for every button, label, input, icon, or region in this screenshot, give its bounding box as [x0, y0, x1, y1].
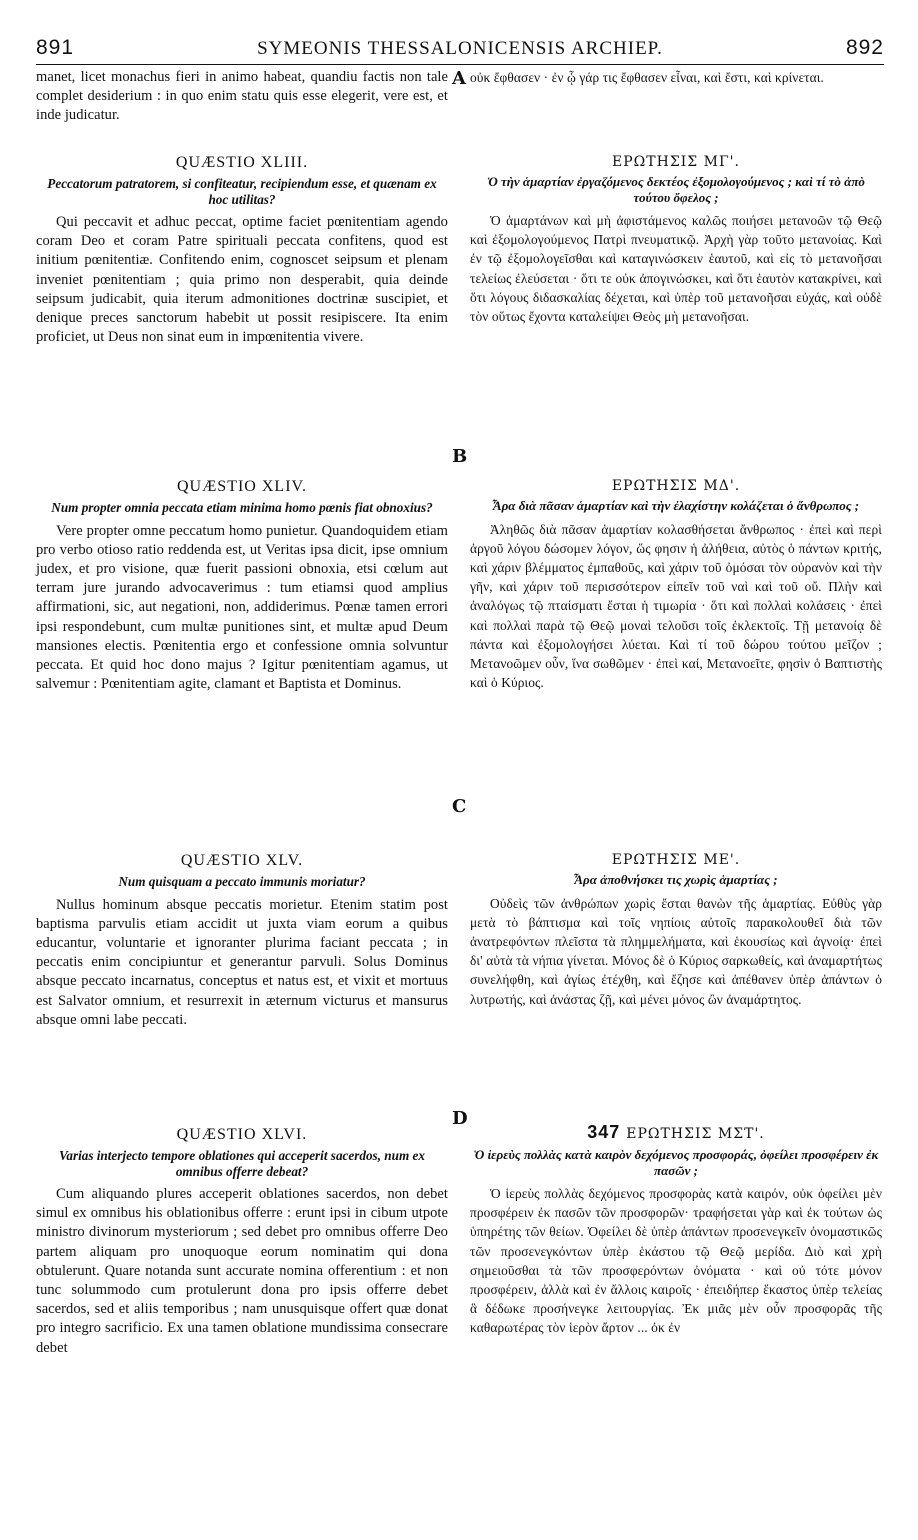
- question-text: Vere propter omne peccatum homo punietur. Quandoquidem etiam pro verbo otioso ratio reddenda est, ut Veritas ipsa dicit, ipse omnium judex, et pro visione, quæ fuerit passioni obnoxia, etsi cœlum aut terram jure jurando advocaverimus : tum etiamsi quod amplius affirmationi, sic, aut negationi, non, addiderimus. Pœnæ tamen errori ipsi respondebunt, cum multæ punitiones sint, et multæ apud Deum mansiones electis. Pœnitentia ergo et confessione omnia solvuntur peccata. Et quid hoc dono majus ? Igitur pœnitentiam agamus, ut salvemur : Pœnitentiam agite, clamant et Baptista et Dominus.: [36, 522, 448, 693]
- question-heading: QUÆSTIO XLVI.: [176, 1126, 308, 1143]
- question-text: Cum aliquando plures acceperit oblationes sacerdos, non debet simul ex omnibus his oblationibus offerre : erunt ipsi in cibum utpote ministro divinorum mysteriorum ; sed debet pro omnibus offerre Deo partem aliquam pro unoquoque eorum nominatim qui dona obtulerunt. Quare notanda sunt accurate nomina offerentium : et non tunc solummodo cum protulerunt dona pro ipsis offerre debet sacerdos, sed et aliis temporibus ; nam unusquisque offert quæ donat pro integro sacrificio. Ex una tamen oblatione mundissima consecrare debet: [36, 1186, 448, 1356]
- greek-intro-text: οὐκ ἔφθασεν · ἐν ᾧ γάρ τις ἔφθασεν εἶναι, καὶ ἔστι, καὶ κρίνεται.: [470, 70, 824, 85]
- question-heading: QUÆSTIO XLIII.: [175, 154, 309, 171]
- latin-question-44: [36, 478, 448, 694]
- question-subtitle: Num quisquam a peccato immunis moriatur?: [118, 874, 366, 889]
- page-number-right: 892: [845, 36, 884, 59]
- question-heading: [470, 1122, 882, 1143]
- question-heading: QUÆSTIO XLIV.: [176, 478, 308, 495]
- question-subtitle: Varias interjecto tempore oblationes qui acceperit sacerdos, num ex omnibus offerre debeat?: [59, 1148, 425, 1179]
- question-subtitle: Ἆρα διὰ πᾶσαν ἁμαρτίαν καὶ τὴν ἐλαχίστην κολάζεται ὁ ἄνθρωπος ;: [492, 498, 860, 513]
- question-subtitle: Ὁ ἱερεὺς πολλὰς κατὰ καιρὸν δεχόμενος προσφοράς, ὀφείλει προσφέρειν ἐκ πασῶν ;: [473, 1147, 879, 1178]
- latin-question-45: [36, 852, 448, 1030]
- question-text: Οὐδεὶς τῶν ἀνθρώπων χωρὶς ἔσται θανὼν τῆς ἁμαρτίας. Εὐθὺς γὰρ μετὰ τὸ βάπτισμα καὶ τοῖς νηπίοις αὐτοῖς παρακολουθεῖ διὰ τῶν ἀνατρεφόντων πλεῖστα τὰ πλημμελήματα, καὶ ἑκουσίως καὶ ἀγνοίᾳ· ἐπεὶ δι' αὐτὰ τὰ νήπια γίνεται. Μόνος δὲ ὁ Κύριος σαρκωθείς, καὶ ἀναμαρτήτως συνελήφθη, καὶ ἁγίως ἐτέχθη, καὶ ἔζησε καὶ ἀπέθανεν ὑπὲρ ἁπάντων ὁ λυτρωτής, καὶ ἀνάστας ζῇ, καὶ μένει μόνος ὢν ἀναμάρτητος.: [470, 895, 882, 1007]
- page-header: [36, 30, 884, 65]
- margin-letter-d: D: [452, 1108, 468, 1129]
- question-text: Ὁ ἁμαρτάνων καὶ μὴ ἀφιστάμενος καλῶς ποιήσει μετανοῶν τῷ Θεῷ καὶ ἐξομολογούμενος Πατρὶ πνευματικῷ. Ἀρχὴ γὰρ τοῦτο μετανοίας. Καὶ ἐν τῷ ἐξομολογεῖσθαι καὶ καταγινώσκειν ἑαυτοῦ, καὶ εἰς τὸ μετανοῆσαι τελείως ἐλεύσεται · ὅτι τε οὐκ ἀπογινώσκει, καὶ ὅτι ἑαυτὸν κατακρίνει, καὶ ὅτι λόγους διδασκαλίας δέχεται, καὶ ὑπὲρ τοῦ μετανοῆσαι εὐχάς, καὶ οὐδὲ τὸν οὕτως ἔχοντα καταλείψει Θεὸς μὴ μετανοῆσαι.: [470, 213, 882, 325]
- margin-letter-b: B: [452, 446, 468, 467]
- margin-letter-a: A: [452, 68, 466, 89]
- greek-intro: [470, 68, 882, 87]
- greek-question-43: [470, 154, 882, 326]
- question-subtitle: Ὁ τὴν ἁμαρτίαν ἐργαζόμενος δεκτέος ἐξομολογούμενος ; καὶ τί τὸ ἀπὸ τούτου ὄφελος ;: [487, 174, 865, 205]
- page-number-left: 891: [36, 36, 75, 59]
- page-marker: 347: [587, 1122, 621, 1142]
- question-heading: ΕΡΩΤΗΣΙΣ ΜΓ'.: [612, 154, 740, 170]
- question-heading-text: ΕΡΩΤΗΣΙΣ ΜΣΤ'.: [626, 1126, 765, 1142]
- latin-intro: [36, 68, 448, 126]
- question-text: Qui peccavit et adhuc peccat, optime faciet pœnitentiam agendo coram Deo et coram Patre spirituali peccata confitens, quod est initium pœnitentiæ. Confitendo enim, cognoscet seipsum et plenam inveniet pœnitentiam ; quia primo non desperabit, quia deinde seipsum judicabit, quia iterum admonitiones doctrinæ suscipiet, et denique preces sanctorum habebit ut possit resipiscere. Ita enim proficiet, ut Deus non sinat eum in impœnitentia vivere.: [36, 214, 448, 346]
- question-subtitle: Num propter omnia peccata etiam minima homo pœnis fiat obnoxius?: [51, 500, 433, 515]
- question-subtitle: Peccatorum patratorem, si confiteatur, recipiendum esse, et quænam ex hoc utilitas?: [47, 176, 437, 207]
- question-text: Ἀληθῶς διὰ πᾶσαν ἁμαρτίαν κολασθήσεται ἄνθρωπος · ἐπεὶ καὶ περὶ ἀργοῦ λόγου δώσομεν λόγον, ὥς φησιν ἡ ἀλήθεια, αὐτὸς ὁ πάντων κριτής, καὶ χάριν βλέμματος ἐμπαθοῦς, καὶ χάριν τοῦ ὀμόσαι τὸν οὐρανὸν καὶ τὴν γῆν, καὶ χάριν τοῦ περισσότερον εἰπεῖν τοῦ ναὶ καὶ τοῦ οὔ. Πλὴν καὶ ἀναλόγως τῷ πταίσματι ἔσται ἡ τιμωρία · ὅτι καὶ πολλαὶ κολάσεις · ἐπεὶ καὶ πολλαὶ παρὰ τῷ Θεῷ μοναὶ τελοῦσι τοῖς ἐκλεκτοῖς. Τῇ μετανοίᾳ δὲ πάντα καὶ ἐξομολογήσει λύεται. Καὶ τί τοῦ δώρου τούτου μεῖζον ; Μετανοῶμεν οὖν, ἵνα σωθῶμεν · ἐπεὶ καί, Μετανοεῖτε, φησὶν ὁ Βαπτιστὴς καὶ ὁ Κύριος.: [470, 521, 882, 691]
- greek-question-46: [470, 1122, 882, 1338]
- question-text: Ὁ ἱερεὺς πολλὰς δεχόμενος προσφορὰς κατὰ καιρόν, οὐκ ὀφείλει μὲν προσφέρειν ἐκ πασῶν τῶν προσφορῶν· τραφήσεται γὰρ καὶ ἐκ τούτων ὡς ὑπηρέτης τῶν θείων. Ὀφείλει δὲ ὑπὲρ ἁπάντων προσενεγκεῖν ὀνομαστικῶς τῶν προσενεγκόντων ὑπὲρ ἑκάστου τῷ Θεῷ μερίδα. Διὸ καὶ χρὴ σημειοῦσθαι τὰ τῶν προσφερόντων ὀνόματα · καὶ οὐ τότε μόνον προσφέρειν, ἀλλὰ καὶ ἐν ἄλλοις καιροῖς · ἐπειδήπερ ἕκαστος ὑπὲρ τελείας ἃ δέδωκε προσήνεγκε λειτουργίας. Ἐκ μιᾶς μὲν οὖν προσφορᾶς τῆς καθαρωτέρας τὸν ἱερὸν ἄρτον ... ὀκ ἐν: [470, 1186, 882, 1336]
- latin-intro-text: manet, licet monachus fieri in animo habeat, quandiu factis non tale complet desiderium : in quo enim statu quis esse elegerit, vere est, et inde judicatur.: [36, 69, 448, 124]
- question-heading: ΕΡΩΤΗΣΙΣ ΜΕ'.: [611, 852, 741, 868]
- question-text: Nullus hominum absque peccatis morietur. Etenim statim post baptisma parvulis etiam accidit ut juxta viam eorum a quibus educantur, voluntarie et ignoranter plurima faciant peccata ; in peccatis enim concipiuntur et generantur parvuli. Solus Dominus absque peccato incarnatus, conceptus et natus est, et vixit et mortuus est Salvator omnium, et resurrexit in æternum victurus et mansurus absque omni labe peccati.: [36, 896, 448, 1028]
- latin-question-46: [36, 1126, 448, 1358]
- question-heading: QUÆSTIO XLV.: [180, 852, 304, 869]
- margin-letter-c: C: [452, 796, 467, 817]
- greek-question-45: [470, 852, 882, 1009]
- question-heading: ΕΡΩΤΗΣΙΣ ΜΔ'.: [611, 478, 741, 494]
- latin-question-43: [36, 154, 448, 347]
- greek-question-44: [470, 478, 882, 692]
- running-title: SYMEONIS THESSALONICENSIS ARCHIEP.: [257, 38, 663, 59]
- question-subtitle: Ἆρα ἀποθνήσκει τις χωρὶς ἁμαρτίας ;: [574, 872, 778, 887]
